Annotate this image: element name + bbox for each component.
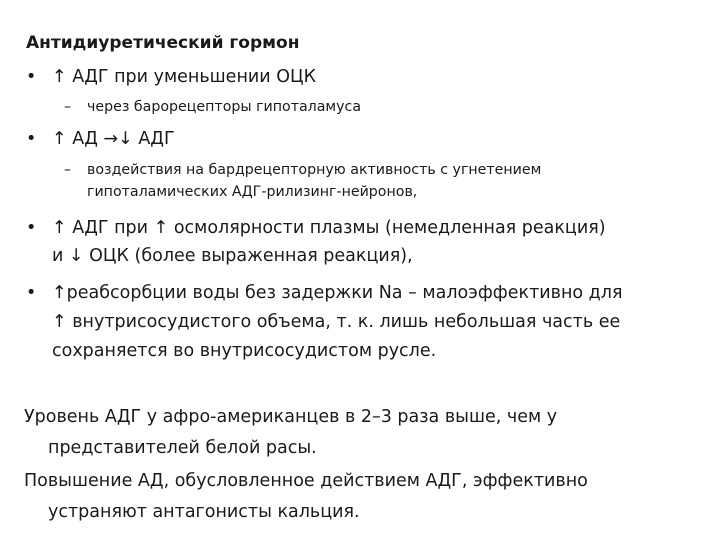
bullet-text: ↑ АДГ при ↑ осмолярности плазмы (немедленная реакция): [52, 218, 606, 238]
bullet-text: ↑реабсорбции воды без задержки Na – малоэффективно для: [52, 283, 623, 303]
sub-text: через барорецепторы гипоталамуса: [87, 99, 362, 115]
bullet-marker: •: [26, 67, 37, 87]
sub-text: воздействия на бардрецепторную активность с угнетением: [87, 162, 542, 178]
slide-title: Антидиуретический гормон: [26, 33, 300, 53]
bullet-text: и ↓ ОЦК (более выраженная реакция),: [52, 246, 413, 266]
paragraph-line: устраняют антагонисты кальция.: [48, 502, 360, 522]
sub-text: гипоталамических АДГ-рилизинг-нейронов,: [87, 184, 418, 200]
bullet-marker: •: [26, 218, 37, 238]
bullet-text: ↑ АД →↓ АДГ: [52, 129, 175, 149]
paragraph-line: Повышение АД, обусловленное действием АДГ, эффективно: [24, 471, 588, 491]
paragraph-line: Уровень АДГ у афро-американцев в 2–3 раза выше, чем у: [24, 407, 558, 427]
paragraph-line: представителей белой расы.: [48, 438, 317, 458]
dash-marker: –: [64, 99, 72, 115]
dash-marker: –: [64, 162, 72, 178]
paragraph: [24, 466, 588, 528]
bullet-text: ↑ внутрисосудистого объема, т. к. лишь небольшая часть ее: [52, 312, 621, 332]
bullet-text: сохраняется во внутрисосудистом русле.: [52, 341, 437, 361]
bullet-marker: •: [26, 129, 37, 149]
bullet-text: ↑ АДГ при уменьшении ОЦК: [52, 67, 316, 87]
bullet-marker: •: [26, 283, 37, 303]
paragraph: [24, 402, 557, 464]
